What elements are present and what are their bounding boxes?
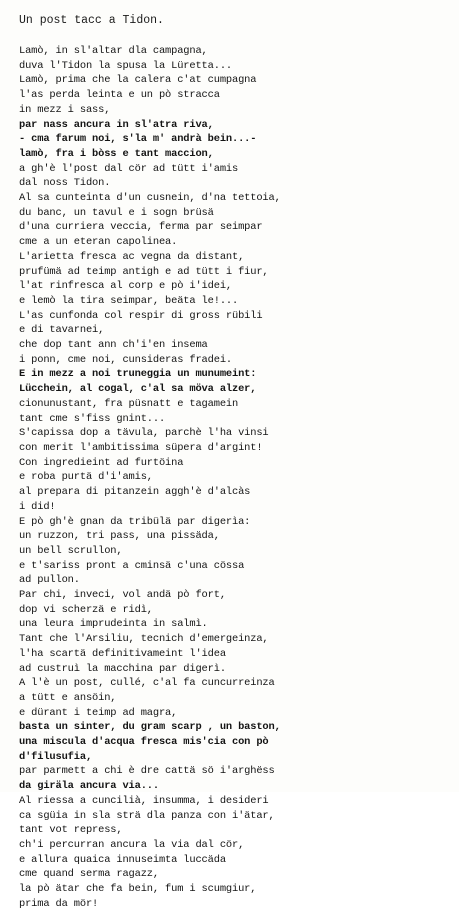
poem-line: par nass ancura in sl'atra riva, <box>19 118 214 131</box>
poem-line: i ponn, cme noi, cunsideras fradei. <box>19 353 232 366</box>
poem-line: al prepara di pitanzein aggh'è d'alcàs <box>19 486 251 499</box>
poem-line: una leura imprudeinta in salmì. <box>19 618 208 631</box>
poem-line: tant vot repress, <box>19 824 123 837</box>
poem-line: i did! <box>19 500 56 513</box>
poem-line: e lemò la tira seimpar, beäta le!... <box>19 294 239 307</box>
poem-line: cme quand serma ragazz, <box>19 868 159 881</box>
poem-line: ad custruì la macchina par digerì. <box>19 662 226 675</box>
poem-line: una miscula d'acqua fresca mis'cia con pò <box>19 736 269 749</box>
poem-line: par parmett a chi è dre cattä sö i'arghëss <box>19 765 275 778</box>
poem-body <box>19 44 449 911</box>
poem-line: du banc, un tavul e i sogn brüsä <box>19 206 214 219</box>
poem-line: duva l'Tidon la spusa la Lüretta... <box>19 59 232 72</box>
poem-line: Par chi, inveci, vol andä pò fort, <box>19 589 226 602</box>
poem-line: la pò ätar che fa bein, fum i scumgiur, <box>19 883 257 896</box>
poem-line: dop vi scherzä e ridì, <box>19 603 153 616</box>
poem-line: un bell scrullon, <box>19 544 123 557</box>
poem-line: in mezz i sass, <box>19 103 111 116</box>
poem-line: S'capissa dop a tävula, parchè l'ha vinsi <box>19 427 269 440</box>
poem-line: e t'sariss pront a cminsä c'una cössa <box>19 559 245 572</box>
poem-line: a gh'è l'post dal cör ad tütt i'amis <box>19 162 239 175</box>
poem-line: con merit l'ambitissima süpera d'argint! <box>19 441 263 454</box>
poem-line: d'una curriera veccia, ferma par seimpar <box>19 221 263 234</box>
poem-line: e dürant i teimp ad magra, <box>19 706 178 719</box>
poem-line: prima da mör! <box>19 897 99 910</box>
poem-line: d'filusufia, <box>19 750 93 763</box>
poem-line: e allura quaica innuseimta luccäda <box>19 853 226 866</box>
poem-line: Al riessa a cuncilià, insumma, i desideri <box>19 794 269 807</box>
poem-line: prufümä ad teimp antigh e ad tütt i fiur, <box>19 265 269 278</box>
poem-line: Lamò, in sl'altar dla campagna, <box>19 45 208 57</box>
poem-line: tant cme s'fiss gnint... <box>19 412 166 425</box>
poem-line: A l'è un post, cullé, c'al fa cuncurreinza <box>19 677 275 690</box>
poem-line: - cma farum noi, s'la m' andrà bein...- <box>19 133 257 146</box>
poem-line: ch'i percurran ancura la via dal cör, <box>19 838 245 851</box>
poem-line: a tütt e ansöin, <box>19 691 117 704</box>
poem-line: Con ingredieint ad furtöina <box>19 456 184 469</box>
poem-line: un ruzzon, tri pass, una pissäda, <box>19 530 220 543</box>
poem-line: cionunustant, fra püsnatt e tagamein <box>19 397 239 410</box>
poem-line: dal noss Tidon. <box>19 177 111 190</box>
poem-line: Tant che l'Arsiliu, tecnich d'emergeinza, <box>19 633 269 646</box>
poem-line: e di tavarnei, <box>19 324 105 337</box>
poem-line: lamò, fra i bòss e tant maccion, <box>19 147 214 160</box>
poem-line: ad pullon. <box>19 574 80 587</box>
poem-line: Lücchein, al cogal, c'al sa möva alzer, <box>19 383 257 396</box>
poem-line: l'at rinfresca al corp e pò i'idei, <box>19 280 232 293</box>
poem-line: l'ha scartä definitivameint l'idea <box>19 647 226 660</box>
poem-line: e roba purtä d'i'amis, <box>19 471 153 484</box>
poem-line: che dop tant ann ch'i'en insema <box>19 339 208 352</box>
poem-line: cme a un eteran capolinea. <box>19 236 178 249</box>
poem-line: basta un sinter, du gram scarp , un baston, <box>19 721 281 734</box>
poem-line: L'arietta fresca ac vegna da distant, <box>19 250 245 263</box>
poem-line: l'as perda leinta e un pò stracca <box>19 89 220 102</box>
poem-line: L'as cunfonda col respir di gross rübili <box>19 309 263 322</box>
poem-line: E in mezz a noi truneggia un munumeint: <box>19 368 257 381</box>
poem-line: Lamò, prima che la calera c'at cumpagna <box>19 74 257 87</box>
poem-line: Al sa cunteinta d'un cusnein, d'na tettoia, <box>19 192 281 205</box>
poem-line: ca sgüia in sla strä dla panza con i'ätar, <box>19 809 275 822</box>
poem-line: da giräla ancura via... <box>19 780 159 793</box>
poem-line: E pò gh'è gnan da tribülä par digerìa: <box>19 515 251 528</box>
poem-title: Un post tacc a Tidon. <box>19 14 164 27</box>
